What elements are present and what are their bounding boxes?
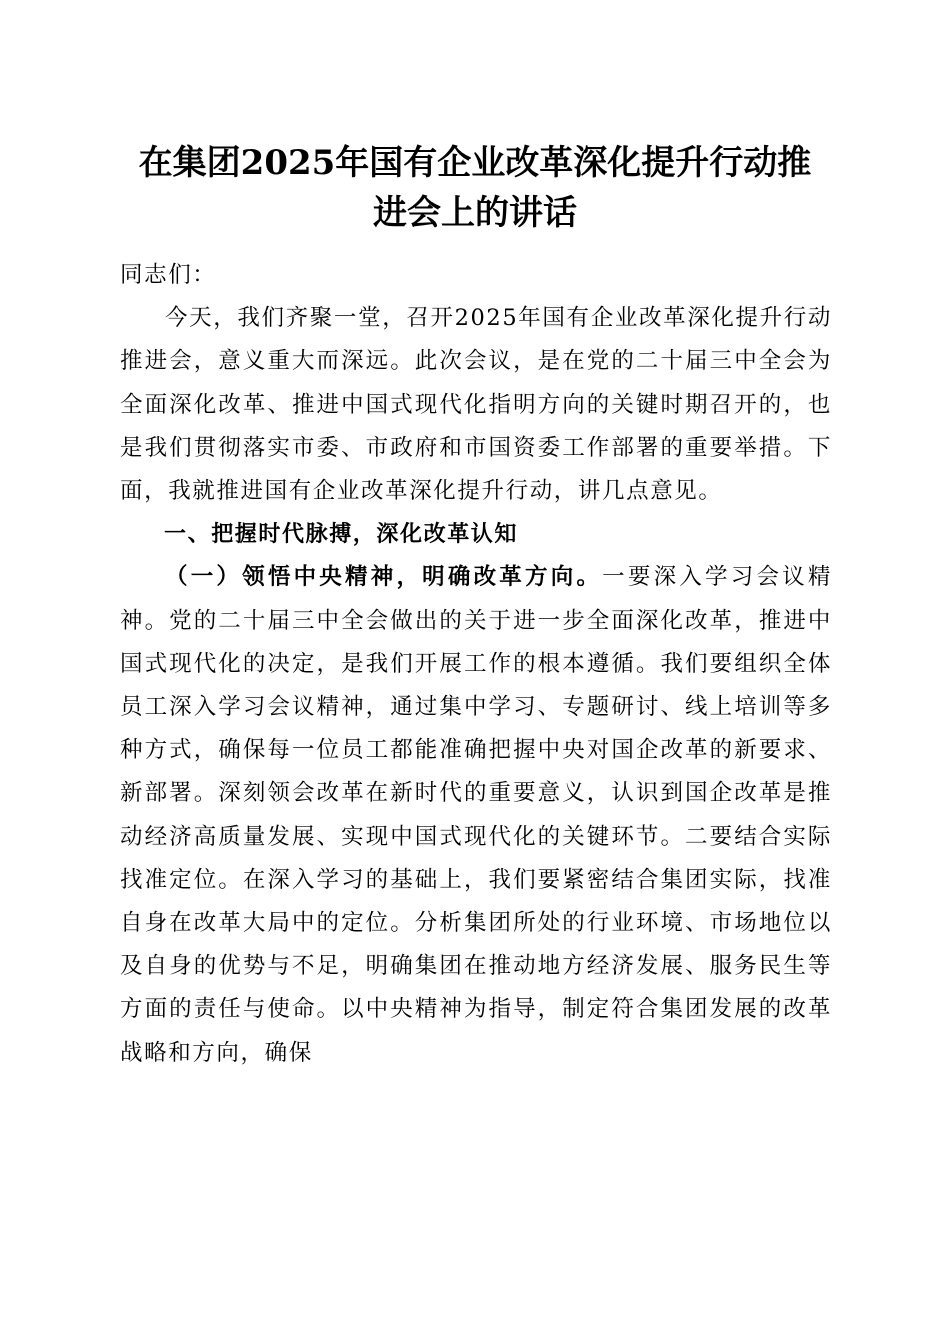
section-heading-1: 一、把握时代脉搏，深化改革认知 [164,522,519,548]
document-title [100,138,850,238]
title-line-1: 在集团2025年国有企业改革深化提升行动推 [138,143,812,183]
document-body [120,254,832,1075]
subsection-body-1: 一要深入学习会议精神。党的二十届三中全会做出的关于进一步全面深化改革，推进中国式现代化的决定，是我们开展工作的根本遵循。我们要组织全体员工深入学习会议精神，通过集中学习、专题研讨、线上培训等多种方式，确保每一位员工都能准确把握中央对国企改革的新要求、新部署。深刻领会改革在新时代的重要意义，认识到国企改革是推动经济高质量发展、实现中国式现代化的关键环节。二要结合实际找准定位。在深入学习的基础上，我们要紧密结合集团实际，找准自身在改革大局中的定位。分析集团所处的行业环境、市场地位以及自身的优势与不足，明确集团在推动地方经济发展、服务民生等方面的责任与使命。以中央精神为指导，制定符合集团发展的改革战略和方向，确保 [120,564,832,1066]
title-line-2: 进会上的讲话 [373,193,577,233]
salutation: 同志们： [120,262,217,288]
intro-paragraph: 今天，我们齐聚一堂，召开2025年国有企业改革深化提升行动推进会，意义重大而深远。此次会议，是在党的二十届三中全会为全面深化改革、推进中国式现代化指明方向的关键时期召开的，也是我们贯彻落实市委、市政府和市国资委工作部署的重要举措。下面，我就推进国有企业改革深化提升行动，讲几点意见。 [120,305,832,505]
subsection-heading-1: （一）领悟中央精神，明确改革方向。 [165,564,603,591]
subsection-paragraph-1 [120,556,832,1074]
